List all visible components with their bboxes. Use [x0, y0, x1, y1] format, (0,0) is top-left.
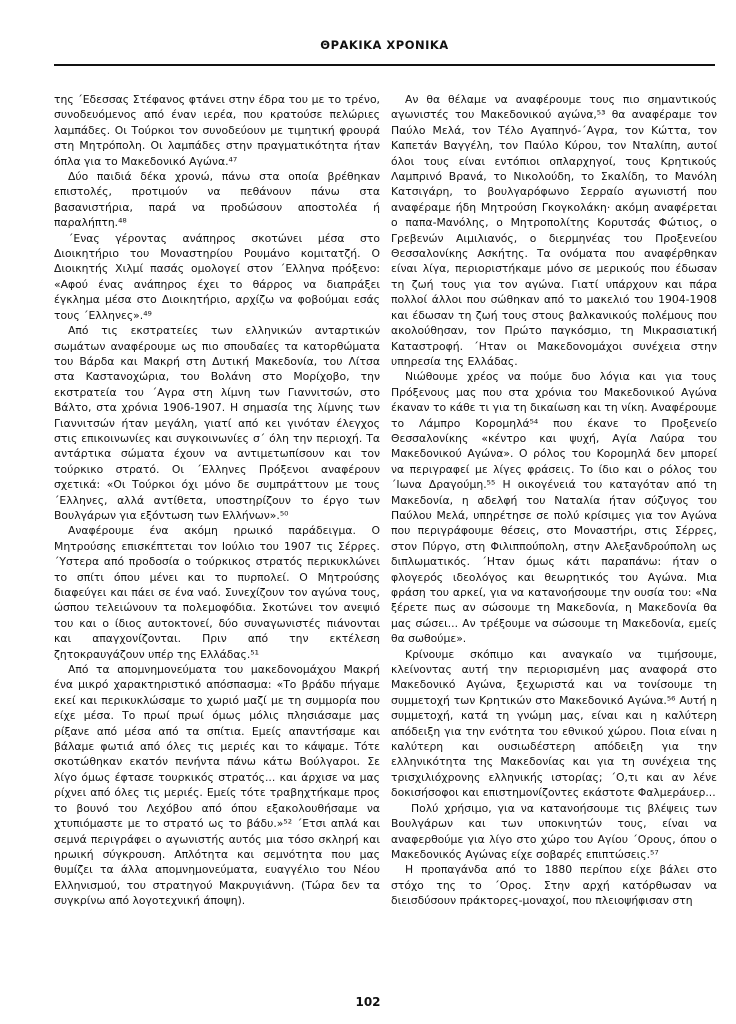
paragraph: Αν θα θέλαμε να αναφέρουμε τους πιο σημαντικούς αγωνιστές του Μακεδονικού αγώνα,⁵³ θα αναφέραμε τον Παύλο Μελά, τον Τέλο Αγαπηνό-΄Αγρα, τον Κώττα, τον Καπετάν Βαγγέλη, τον Παύλο Κύρου, τον Νταλίπη, αυτοί όλοι τους είναι εντόπιοι οπλαρχηγοί, τους Κρητικούς Λαμπρινό Βρανά, το Νικολούδη, το Σκαλίδη, το Μανόλη Κατσιγάρη, το βουλγαρόφωνο Σερραίο αγωνιστή που αναφέραμε ήδη Μητρούση Γκογκολάκη· ακόμη αναφέρεται ο παπα-Μανόλης, ο Μητροπολίτης Κορυτσάς Φώτιος, ο Γρεβενών Αιμιλιανός, ο διερμηνέας του Προξενείου Θεσσαλονίκης Ασκήτης. Τα ονόματα που αναφέρθηκαν είναι λίγα, περιοριστήκαμε μόνο σε μερικούς που έδωσαν τη ζωή τους για τον αγώνα. Γιατί υπάρχουν και πάρα πολλοί άλλοι που σώθηκαν από το μακελιό του 1904-1908 και έδωσαν τη ζωή τους στους βαλκανικούς πολέμους που ακολούθησαν, τον Πρώτο παγκόσμιο, τη Μικρασιατική Καταστροφή. ΄Ηταν οι Μακεδονομάχοι συνέχεια στην υπηρεσία της Ελλάδας.	[391, 93, 717, 368]
paragraph: ΄Ενας γέροντας ανάπηρος σκοτώνει μέσα στο Διοικητήριο του Μοναστηρίου Ρουμάνο κομιτατζή. Ο Διοικητής Χιλμί πασάς ομολογεί στον ΄Ελληνα πρόξενο: «Αφού ένας ανάπηρος έχει το θάρρος να διαπράξει έγκλημα μέσα στο Διοικητήριο, αρχίζω να φοβούμαι εσάς τους ΄Ελληνες».⁴⁹	[54, 231, 380, 322]
paragraph: της ΄Εδεσσας Στέφανος φτάνει στην έδρα του με το τρένο, συνοδευόμενος από έναν ιερέα, που κρατούσε πελώριες λαμπάδες. Οι Τούρκοι τον συνοδεύουν με τιμητική φρουρά στη Μητρόπολη. Οι λαμπάδες στην πραγματικότητα ήταν όπλα για το Μακεδονικό Αγώνα.⁴⁷	[54, 93, 380, 168]
running-header: ΘΡΑΚΙΚΑ ΧΡΟΝΙΚΑ	[320, 38, 449, 52]
paragraph: Από τις εκστρατείες των ελληνικών ανταρτικών σωμάτων αναφέρουμε ως πιο σπουδαίες τα κατορθώματα του Βάρδα και Μακρή στη Δυτική Μακεδονία, του Λίτσα στα Καστανοχώρια, του Βολάνη στο Μορίχοβο, την εκστρατεία του ΄Αγρα στη λίμνη των Γιαννιτσών, στο Βάλτο, στα χρόνια 1906-1907. Η σημασία της λίμνης των Γιαννιτσών ήταν μεγάλη, γιατί από κει γινόταν έλεγχος στις επικοινωνίες και συγκοινωνίες σ΄ όλη την περιοχή. Τα αντάρτικα σώματα έχουν να αντιμετωπίσουν και τον τούρκικο στρατό. Οι ΄Ελληνες Πρόξενοι αναφέρουν σχετικά: «Οι Τούρκοι όχι μόνο δε συμπράττουν με τους ΄Ελληνες, αλλά αντίθετα, υποστηρίζουν το έργο των Βουλγάρων για εξόντωση των Ελλήνων».⁵⁰	[54, 324, 380, 522]
left-column	[54, 92, 380, 909]
paragraph: Νιώθουμε χρέος να πούμε δυο λόγια και για τους Πρόξενους μας που στα χρόνια του Μακεδονικού Αγώνα έκαναν το κάθε τι για τη δικαίωση και τη νίκη. Αναφέρουμε το Λάμπρο Κορομηλά⁵⁴ που έκανε το Προξενείο Θεσσαλονίκης «κέντρο και ψυχή, Αγία Λαύρα του Μακεδονικού Αγώνα». Ο ρόλος του Κορομηλά δεν μπορεί να περιγραφεί με λίγες φράσεις. Το ίδιο και ο ρόλος του ΄Ιωνα Δραγούμη.⁵⁵ Η οικογένειά του καταγόταν από τη Μακεδονία, η αδελφή του Ναταλία ήταν σύζυγος του Παύλου Μελά, υπηρέτησε σε πολύ κρίσιμες για τον Αγώνα που περιγράφουμε θέσεις, στο Μοναστήρι, στις Σέρρες, στον Πύργο, στη Φιλιππούπολη, στην Αλεξανδρούπολη ως διπλωματικός. ΄Ηταν όμως κάτι παραπάνω: ήταν ο φλογερός ιδεολόγος και θεωρητικός του Αγώνα. Μια φράση του αρκεί, για να κατανοήσουμε την ουσία του: «Να ξέρετε πως αν σώσουμε τη Μακεδονία, η Μακεδονία θα μας σώσει... Αν τρέξουμε να σώσουμε τη Μακεδονία, εμείς θα σωθούμε».	[391, 370, 717, 646]
paragraph: Η προπαγάνδα από το 1880 περίπου είχε βάλει στο στόχο της το ΄Ορος. Στην αρχή κατόρθωσαν να διεισδύσουν πράκτορες-μοναχοί, που πλειοψήφισαν στη	[391, 863, 717, 908]
paragraph: Κρίνουμε σκόπιμο και αναγκαίο να τιμήσουμε, κλείνοντας αυτή την περιορισμένη μας αναφορά στο Μακεδονικό Αγώνα, ξεχωριστά και να τονίσουμε τη συμμετοχή των Κρητικών στο Μακεδονικό Αγώνα.⁵⁶ Αυτή η συμμετοχή, κατά τη γνώμη μας, είναι και η καλύτερη απόδειξη για την ενότητα του εθνικού χώρου. Ποια είναι η καλύτερη και ουσιωδέστερη απόδειξη για την ελληνικότητα της Μακεδονίας και για τη συνέχεια της τρισχιλιόχρονης ελληνικής ιστορίας; ΄Ο,τι και αν λένε δοκισήσοφοι και επιστημονίζοντες εκάστοτε Φαλμεράυερ...	[391, 647, 717, 800]
right-column	[391, 92, 717, 909]
page-number: 102	[355, 995, 381, 1009]
header-rule	[54, 64, 715, 66]
paragraph: Από τα απομνημονεύματα του μακεδονομάχου Μακρή ένα μικρό χαρακτηριστικό απόσπασμα: «Το βράδυ πήγαμε εκεί και περικυκλώσαμε το χωριό μαζί με τη συμμορία που είχε μέσα. Το πρωί πρωί όμως μόλις πλησιάσαμε μας ρίξανε από μέσα από τα σπίτια. Εμείς απαντήσαμε και βάλαμε φωτιά από όλες τις μεριές και το κάψαμε. Τότε σκοτώθηκαν εκατόν πενήντα πάνω κάτω Βούλγαροι. Σε λίγο όμως έφτασε τουρκικός στρατός... και άρχισε να μας ρίχνει από όλες τις μεριές. Εμείς τότε τραβηχτήκαμε προς το βουνό του Λεχόβου από όπου εξακολουθήσαμε να χτυπιόμαστε με το στρατό ως το βάδυ.»⁵² ΄Ετσι απλά και σεμνά περιγράφει ο αγωνιστής αυτός μια τόσο σκληρή και ηρωική σύγκρουση. Απλότητα και σεμνότητα που μας θυμίζει τα άλλα απομνημονεύματα, ευαγγέλιο του Νέου Ελληνισμού, του στρατηγού Μακρυγιάννη. (Τώρα δεν τα συγκρίνω από λογοτεχνική άποψη).	[54, 663, 380, 908]
paragraph: Αναφέρουμε ένα ακόμη ηρωικό παράδειγμα. Ο Μητρούσης επισκέπτεται τον Ιούλιο του 1907 τις Σέρρες. ΄Υστερα από προδοσία ο τούρκικος στρατός περικυκλώνει το σπίτι όπου μένει και το πυρπολεί. Ο Μητρούσης διαφεύγει και πάει σε ένα ναό. Συνεχίζουν τον αγώνα τους, ώσπου τελειώνουν τα πολεμοφόδια. Σκοτώνει τον ανεψιό του και ο ίδιος αυτοκτονεί, δύο συναγωνιστές πιάνονται και απαγχονίζονται. Πριν από την εκτέλεση ζητοκραυγάζουν υπέρ της Ελλάδας.⁵¹	[54, 524, 380, 661]
paragraph: Δύο παιδιά δέκα χρονώ, πάνω στα οποία βρέθηκαν επιστολές, προτιμούν να πεθάνουν πάνω στα βασανιστήρια, παρά να προδώσουν αποστολέα ή παραλήπτη.⁴⁸	[54, 170, 380, 230]
paragraph: Πολύ χρήσιμο, για να κατανοήσουμε τις βλέψεις των Βουλγάρων και των υποκινητών τους, είναι να αναφερθούμε για λίγο στο χώρο του Αγίου ΄Ορους, όπου ο Μακεδονικός Αγώνας είχε σοβαρές επιπτώσεις.⁵⁷	[391, 801, 717, 861]
